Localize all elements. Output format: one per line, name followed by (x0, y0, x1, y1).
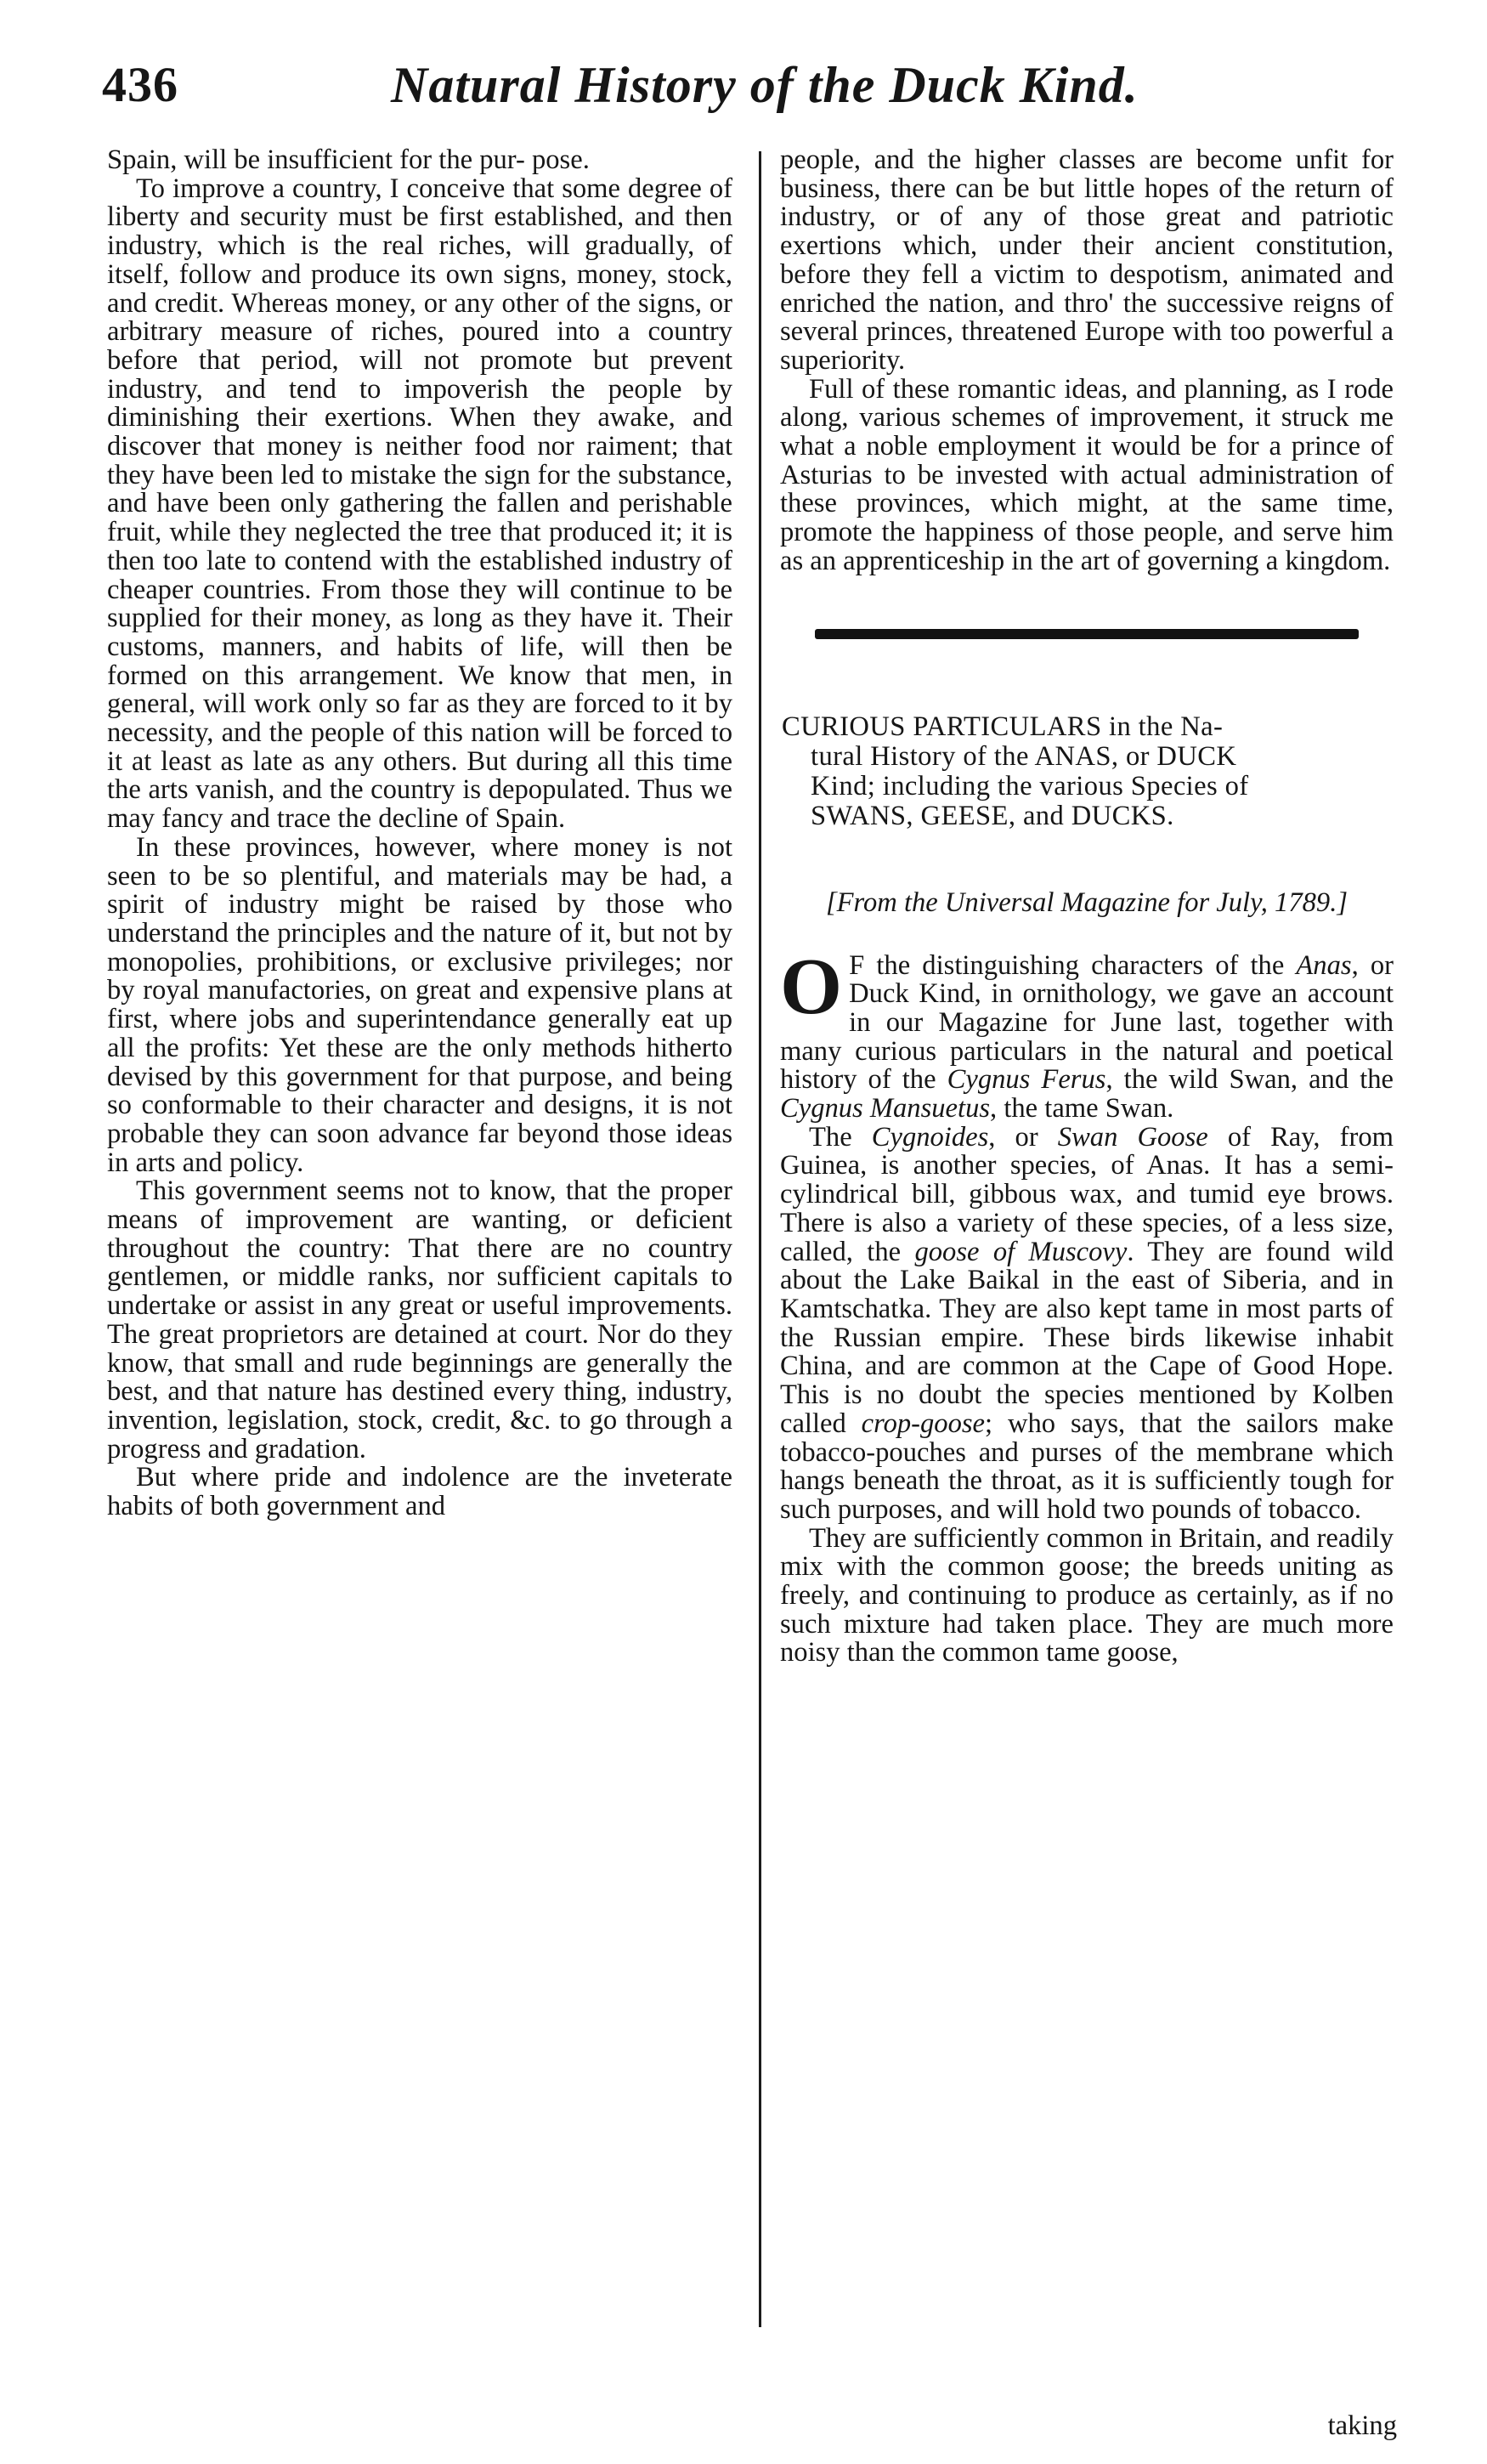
term-cygnoides: Cygnoides (871, 1121, 989, 1153)
right-paragraph-2: Full of these romantic ideas, and planning, as I rode along, various schemes of improvement, it struck me what a noble employment it would be for a prince of Asturias to be invested with actual administration of these provinces, which might, at the same time, promote the happiness of those people, and serve him as an apprenticeship in the art of governing a kingdom. (780, 373, 1394, 576)
right-paragraph-1: people, and the higher classes are become unfit for business, there can be but little hopes of the return of industry, or of any of those great and patriotic exertions which, under their ancient constitution, before they fell a victim to despotism, animated and enriched the nation, and thro' the successive reigns of several princes, threatened Europe with too powerful a superiority. (780, 144, 1394, 376)
term-goose-of-muscovy: goose of Muscovy (914, 1236, 1128, 1267)
right-column (780, 146, 1394, 1668)
article-paragraph-2 (780, 1121, 1394, 1525)
drop-cap: O (780, 942, 843, 1031)
text-run: of Ray, from Guinea, is another species, of Anas. It has a semi-cylindrical bill, gibbous wax, and tumid eye brows. There is also a variety of these species, of a less size, called, the (780, 1121, 1394, 1267)
catchword: taking (1327, 2410, 1397, 2441)
left-paragraph-3: In these provinces, however, where money is not seen to be so plentiful, and materials may be had, a spirit of industry might be raised by those who understand the principles and the nature of it, but not by monopolies, prohibitions, or exclusive privileges; nor by royal manufactories, on great and expensive plans at first, where jobs and superintendance generally eat up all the profits: Yet these are the only methods hitherto devised by this government for that purpose, and being so conformable to their character and designs, it is not probable they can soon advance far beyond those ideas in arts and policy. (107, 831, 732, 1178)
column-divider (759, 151, 761, 2327)
term-anas: Anas (1296, 949, 1352, 981)
article-paragraph-1 (780, 942, 1394, 1124)
term-cygnus-mansuetus: Cygnus Mansuetus (780, 1093, 991, 1124)
article-title-line-4: SWANS, GEESE, and DUCKS. (811, 800, 1174, 831)
article-source: [From the Universal Magazine for July, 1789.] (825, 886, 1348, 918)
text-run: The (809, 1121, 872, 1153)
left-paragraph-2: To improve a country, I conceive that some degree of liberty and security must be first established, and then industry, which is the real riches, will gradually, of itself, follow and produce its own signs, money, stock, and credit. Whereas money, or any other of the signs, or arbitrary measure of riches, poured into a country before that period, will not promote but prevent industry, and tend to impoverish the people by diminishing their exertions. When they awake, and discover that money is neither food nor raiment; that they have been led to mistake the sign for the substance, and have been only gathering the fallen and perishable fruit, while they neglected the tree that produced it; it is then too late to contend with the established industry of cheaper countries. From those they will continue to be supplied for their money, as long as they have it. Their customs, manners, and habits of life, will then be formed on this arrangement. We know that men, in general, will work only so far as they are forced to it by necessity, and the people of this nation will be forced to it at least as late as any others. But during all this time the arts vanish, and the country is depopulated. Thus we may fancy and trace the decline of Spain. (107, 173, 732, 835)
left-paragraph-5: But where pride and indolence are the inveterate habits of both government and (107, 1462, 732, 1522)
text-run: , the wild Swan, and the (1105, 1064, 1394, 1096)
left-paragraph-4: This government seems not to know, that the proper means of improvement are wanting, or deficient throughout the country: That there are no country gentlemen, or middle ranks, nor sufficient capitals to undertake or assist in any great or useful improvements. The great proprietors are detained at court. Nor do they know, that small and rude beginnings are generally the best, and that nature has destined every thing, industry, invention, legislation, stock, credit, &c. to go through a progress and gradation. (107, 1175, 732, 1464)
term-crop-goose: crop-goose (861, 1408, 986, 1439)
text-run: F the distinguishing characters of the (849, 949, 1297, 981)
text-run: , or Duck Kind, in ornithology, we gave an account in our Magazine for June last, together with many curious particulars in the natural and poetical history of the (780, 949, 1394, 1096)
text-run: , the tame Swan. (990, 1093, 1174, 1124)
article-title-line-3: Kind; including the various Species of (811, 770, 1249, 802)
running-head (102, 56, 1402, 133)
article-paragraph-3: They are sufficiently common in Britain, and readily mix with the common goose; the breeds uniting as freely, and continuing to produce as certainly, as if no such mixture had taken place. They are much more noisy than the common tame goose, (780, 1522, 1394, 1668)
text-run: , or (988, 1121, 1058, 1153)
article-separator-rule (815, 629, 1359, 639)
left-paragraph-1: Spain, will be insufficient for the pur- pose. (107, 144, 590, 175)
page-number: 436 (102, 57, 178, 112)
article-body (780, 942, 1394, 1668)
article-title-line-2: tural History of the ANAS, or DUCK (811, 740, 1237, 772)
text-run: ; who says, that the sailors make tobacco-pouches and purses of the membrane which hangs beneath the throat, as it is sufficiently tough for such purposes, and will hold two pounds of tobacco. (780, 1408, 1394, 1525)
article-title-line-1: CURIOUS PARTICULARS in the Na- (782, 711, 1224, 742)
term-cygnus-ferus: Cygnus Ferus (947, 1064, 1106, 1096)
left-column (107, 146, 732, 1521)
running-title: Natural History of the Duck Kind. (391, 57, 1139, 113)
text-run: . They are found wild about the Lake Baikal in the east of Siberia, and in Kamtschatka. They are also kept tame in most parts of the Russian empire. These birds likewise inhabit China, and are common at the Cape of Good Hope. This is no doubt the species mentioned by Kolben called (780, 1236, 1394, 1439)
term-swan-goose: Swan Goose (1057, 1121, 1208, 1153)
article-title (780, 712, 1394, 831)
